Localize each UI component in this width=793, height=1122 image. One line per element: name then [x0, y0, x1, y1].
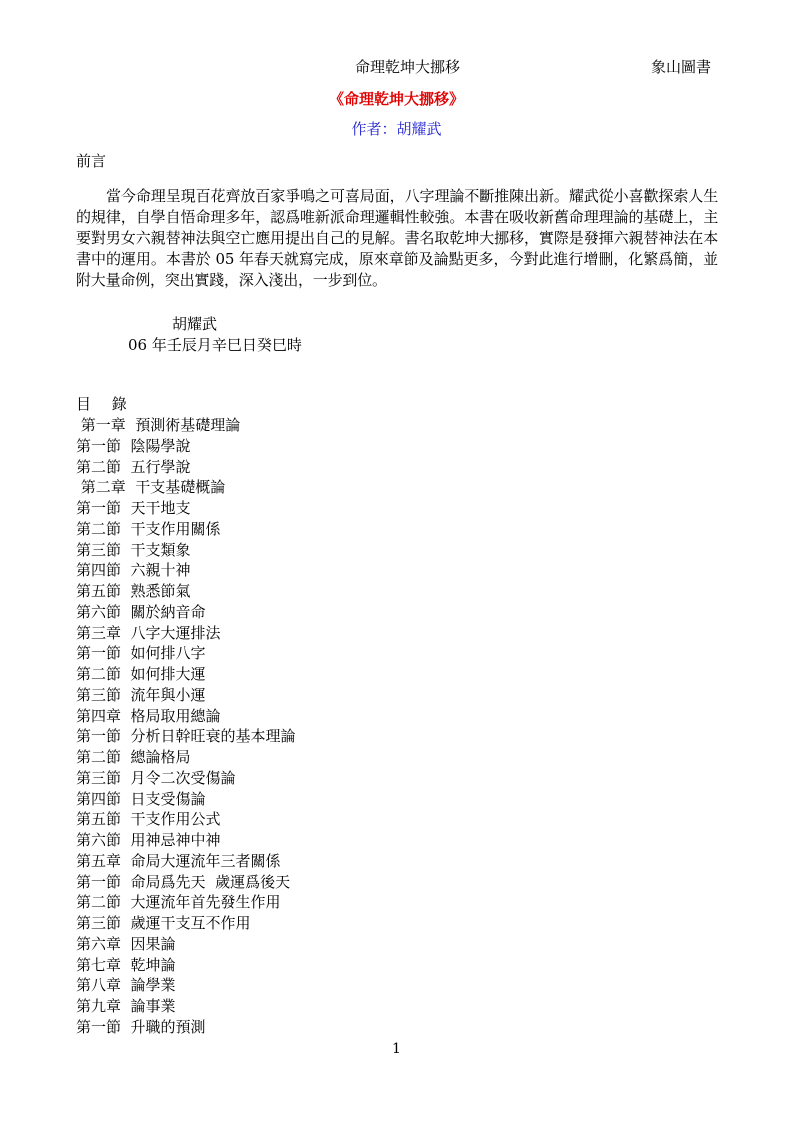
toc-entry: 第六章 因果論	[76, 934, 176, 953]
running-header-title: 命理乾坤大挪移	[355, 58, 461, 76]
toc-entry: 第一節 天干地支	[76, 499, 191, 517]
toc-entry: 第三節 月令二次受傷論	[76, 768, 236, 787]
toc-entry: 第八章 論學業	[76, 976, 176, 995]
preface-signature-name: 胡耀武	[172, 315, 218, 333]
preface-heading: 前言	[76, 152, 107, 170]
toc-list	[76, 415, 296, 1038]
toc-entry: 第一節 陰陽學說	[76, 436, 191, 455]
toc-entry: 第一節 如何排八字	[76, 644, 206, 663]
toc-entry: 第一節 分析日幹旺衰的基本理論	[76, 727, 296, 746]
toc-entry: 第九章 論事業	[76, 997, 176, 1015]
toc-entry: 第四章 格局取用總論	[76, 706, 221, 725]
toc-entry: 第四節 日支受傷論	[76, 789, 206, 808]
toc-entry: 第五節 干支作用公式	[76, 810, 221, 829]
author-line: 作者：胡耀武	[351, 120, 442, 138]
toc-entry: 第一節 命局爲先天 歲運爲後天	[76, 872, 291, 891]
toc-entry: 第三節 流年與小運	[76, 685, 206, 704]
toc-entry: 第三章 八字大運排法	[76, 623, 221, 642]
preface-paragraph: 當今命理呈現百花齊放百家爭鳴之可喜局面，八字理論不斷推陳出新。耀武從小喜歡探索人生的規律，自學自悟命理多年，認爲唯新派命理邏輯性較強。本書在吸收新舊命理理論的基礎上，主要對男女六親替神法與空亡應用提出自己的見解。書名取乾坤大挪移，實際是發揮六親替神法在本書中的運用。本書於 05 年春天就寫完成，原來章節及論點更多，今對此進行增刪，化繁爲簡，並附大量命例，突出實踐，深入淺出，一步到位。	[76, 187, 718, 289]
toc-entry: 第五章 命局大運流年三者關係	[76, 851, 281, 870]
toc-entry: 第四節 六親十神	[76, 561, 191, 580]
toc-entry: 第二章 干支基礎概論	[76, 478, 226, 497]
preface-signature-date: 06 年壬辰月辛巳日癸巳時	[128, 336, 302, 354]
page-number: 1	[392, 1041, 401, 1057]
toc-entry: 第二節 如何排大運	[76, 665, 206, 683]
toc-entry: 第五節 熟悉節氣	[76, 582, 191, 600]
toc-entry: 第七章 乾坤論	[76, 955, 176, 974]
toc-entry: 第二節 干支作用關係	[76, 519, 221, 538]
toc-entry: 第一節 升職的預測	[76, 1017, 206, 1036]
running-header-publisher: 象山圖書	[651, 58, 712, 76]
toc-entry: 第二節 大運流年首先發生作用	[76, 893, 281, 912]
toc-entry: 第三節 干支類象	[76, 540, 191, 559]
toc-entry: 第二節 五行學說	[76, 457, 191, 476]
toc-entry: 第二節 總論格局	[76, 748, 191, 766]
toc-entry: 第三節 歲運干支互不作用	[76, 914, 251, 932]
toc-heading: 目 錄	[76, 395, 135, 413]
toc-entry: 第六節 關於納音命	[76, 602, 206, 621]
toc-entry: 第六節 用神忌神中神	[76, 831, 221, 849]
toc-entry: 第一章 預測術基礎理論	[76, 416, 241, 434]
book-title: 《命理乾坤大挪移》	[328, 90, 464, 108]
